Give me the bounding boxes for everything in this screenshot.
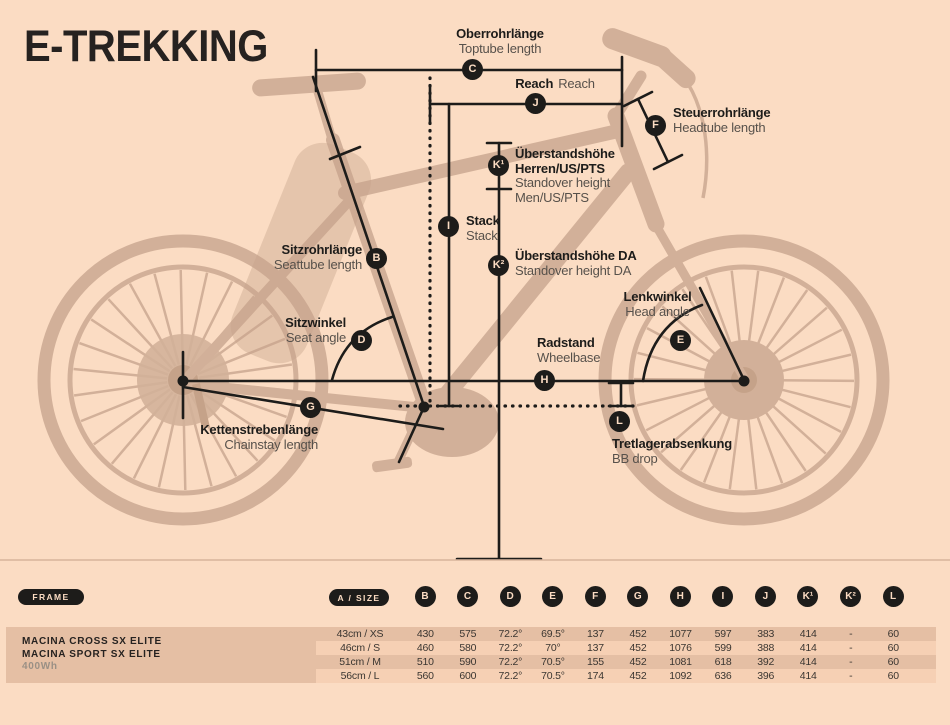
row-value: 414 xyxy=(799,628,817,640)
row-value: 597 xyxy=(714,628,732,640)
row-value: 618 xyxy=(714,656,732,668)
row-value: 70.5° xyxy=(541,670,565,682)
marker-toptube: C xyxy=(462,59,483,80)
label-reach xyxy=(480,77,630,92)
label-de: Überstandshöhe xyxy=(515,146,615,161)
column-header-circle: E xyxy=(542,586,563,607)
row-value: 70.5° xyxy=(541,656,565,668)
frame-name: MACINA CROSS SX ELITE xyxy=(22,636,162,648)
row-size-label: 46cm / S xyxy=(340,642,380,654)
column-header-circle: K¹ xyxy=(797,586,818,607)
row-value: 452 xyxy=(629,628,647,640)
column-header-circle: H xyxy=(670,586,691,607)
row-value: - xyxy=(849,670,853,682)
label-de: Lenkwinkel xyxy=(623,289,692,304)
row-value: 430 xyxy=(416,628,434,640)
motor-unit xyxy=(405,387,499,457)
size-header-pill: A / SIZE xyxy=(329,589,389,606)
row-value: 174 xyxy=(587,670,604,682)
row-value: 388 xyxy=(757,642,775,654)
row-size-label: 56cm / L xyxy=(340,670,380,682)
pedal xyxy=(371,456,412,472)
label-en: Toptube length xyxy=(458,40,542,56)
label-de: Überstandshöhe DA xyxy=(515,248,637,263)
marker-seattube: B xyxy=(366,248,387,269)
marker-stack: I xyxy=(438,216,459,237)
label-standover-da xyxy=(515,249,637,278)
row-value: 383 xyxy=(757,628,775,640)
row-value: - xyxy=(849,656,853,668)
row-value: 137 xyxy=(587,628,604,640)
marker-seat-angle: D xyxy=(351,330,372,351)
row-value: 1077 xyxy=(669,628,692,640)
table-row xyxy=(316,641,936,655)
row-value: 60 xyxy=(887,656,899,668)
row-value: 452 xyxy=(629,656,647,668)
table-row xyxy=(316,627,936,641)
column-header-circle: J xyxy=(755,586,776,607)
label-en: Stack xyxy=(466,227,498,243)
label-toptube xyxy=(420,27,580,56)
table-row xyxy=(316,669,936,683)
row-value: - xyxy=(849,628,853,640)
column-header-circle: C xyxy=(457,586,478,607)
row-value: 1076 xyxy=(669,642,692,654)
column-header-circle: D xyxy=(500,586,521,607)
label-wheelbase xyxy=(537,336,600,365)
label-en: Men/US/PTS xyxy=(515,189,589,205)
row-value: 414 xyxy=(799,656,817,668)
row-value: 1081 xyxy=(669,656,692,668)
marker-head-angle: E xyxy=(670,330,691,351)
row-value: 452 xyxy=(629,670,647,682)
label-standover-men xyxy=(515,147,615,205)
page-title: E-TREKKING xyxy=(24,22,268,72)
label-de: Tretlagerabsenkung xyxy=(612,436,732,451)
row-value: 72.2° xyxy=(498,656,523,668)
column-header-circle: K² xyxy=(840,586,861,607)
label-en: Headtube length xyxy=(673,119,766,135)
row-size-label: 43cm / XS xyxy=(336,628,384,640)
label-de: Oberrohrlänge xyxy=(456,26,544,41)
row-value: 60 xyxy=(887,642,899,654)
saddle xyxy=(252,72,367,97)
row-value: 590 xyxy=(459,656,477,668)
row-value: 396 xyxy=(757,670,775,682)
label-de: Sitzwinkel xyxy=(285,315,346,330)
row-value: 60 xyxy=(887,628,899,640)
row-value: 72.2° xyxy=(498,628,523,640)
row-value: 600 xyxy=(459,670,477,682)
row-value: 72.2° xyxy=(498,670,523,682)
row-value: 392 xyxy=(757,656,775,668)
bike-silhouette xyxy=(44,25,883,519)
row-value: 72.2° xyxy=(498,642,523,654)
front-axle-dot xyxy=(739,376,750,387)
row-value: 460 xyxy=(416,642,434,654)
label-de: Herren/US/PTS xyxy=(515,160,605,176)
row-value: 137 xyxy=(587,642,604,654)
row-value: 60 xyxy=(887,670,899,682)
label-de: Steuerrohrlänge xyxy=(673,105,771,120)
marker-reach: J xyxy=(525,93,546,114)
label-en: BB drop xyxy=(612,450,658,466)
battery-capacity: 400Wh xyxy=(22,661,58,673)
label-en: Standover height xyxy=(515,175,611,190)
frame-name: MACINA SPORT SX ELITE xyxy=(22,648,161,660)
row-value: 575 xyxy=(459,628,477,640)
label-de: Radstand xyxy=(537,335,595,350)
row-value: 155 xyxy=(587,656,604,668)
table-row xyxy=(316,655,936,669)
label-chainstay xyxy=(200,423,318,452)
row-value: 69.5° xyxy=(541,628,565,640)
label-seat-angle xyxy=(285,316,346,345)
row-value: 599 xyxy=(714,642,732,654)
row-value: 510 xyxy=(416,656,434,668)
label-de: Kettenstrebenlänge xyxy=(200,422,318,437)
label-head-angle xyxy=(600,290,715,319)
row-value: 414 xyxy=(799,642,817,654)
row-value: 636 xyxy=(714,670,732,682)
column-header-circle: I xyxy=(712,586,733,607)
label-en: Seattube length xyxy=(273,256,362,272)
label-de: Stack xyxy=(466,213,500,228)
frame-header-pill: FRAME xyxy=(18,589,84,605)
row-value: 1092 xyxy=(669,670,692,682)
row-value: 452 xyxy=(629,642,647,654)
marker-standover-men: K¹ xyxy=(488,155,509,176)
row-value: 580 xyxy=(459,642,477,654)
label-de: Sitzrohrlänge xyxy=(281,242,362,257)
rear-axle-dot xyxy=(178,376,189,387)
label-stack xyxy=(466,214,500,243)
row-value: 414 xyxy=(799,670,817,682)
marker-bb-drop: L xyxy=(609,411,630,432)
label-en: Head angle xyxy=(625,303,690,319)
label-en: Standover height DA xyxy=(515,262,632,278)
marker-standover-da: K² xyxy=(488,255,509,276)
size-table-rows xyxy=(316,627,936,683)
label-bb-drop xyxy=(612,437,732,466)
column-header-circle: L xyxy=(883,586,904,607)
column-header-circle: G xyxy=(627,586,648,607)
row-value: 70° xyxy=(545,642,561,654)
marker-chainstay: G xyxy=(300,397,321,418)
column-header-circle: F xyxy=(585,586,606,607)
label-en: Reach xyxy=(558,76,595,91)
frame-names-block xyxy=(6,627,316,683)
row-size-label: 51cm / M xyxy=(339,656,381,668)
row-value: - xyxy=(849,642,853,654)
label-en: Chainstay length xyxy=(224,436,318,452)
column-header-circle: B xyxy=(415,586,436,607)
label-de: Reach xyxy=(515,76,554,91)
row-value: 560 xyxy=(416,670,434,682)
bottom-bracket-dot xyxy=(419,402,430,413)
label-en: Wheelbase xyxy=(537,349,601,365)
marker-wheelbase: H xyxy=(534,370,555,391)
marker-headtube: F xyxy=(645,115,666,136)
label-en: Seat angle xyxy=(285,329,346,345)
label-headtube xyxy=(673,106,770,135)
label-seattube xyxy=(274,243,362,272)
